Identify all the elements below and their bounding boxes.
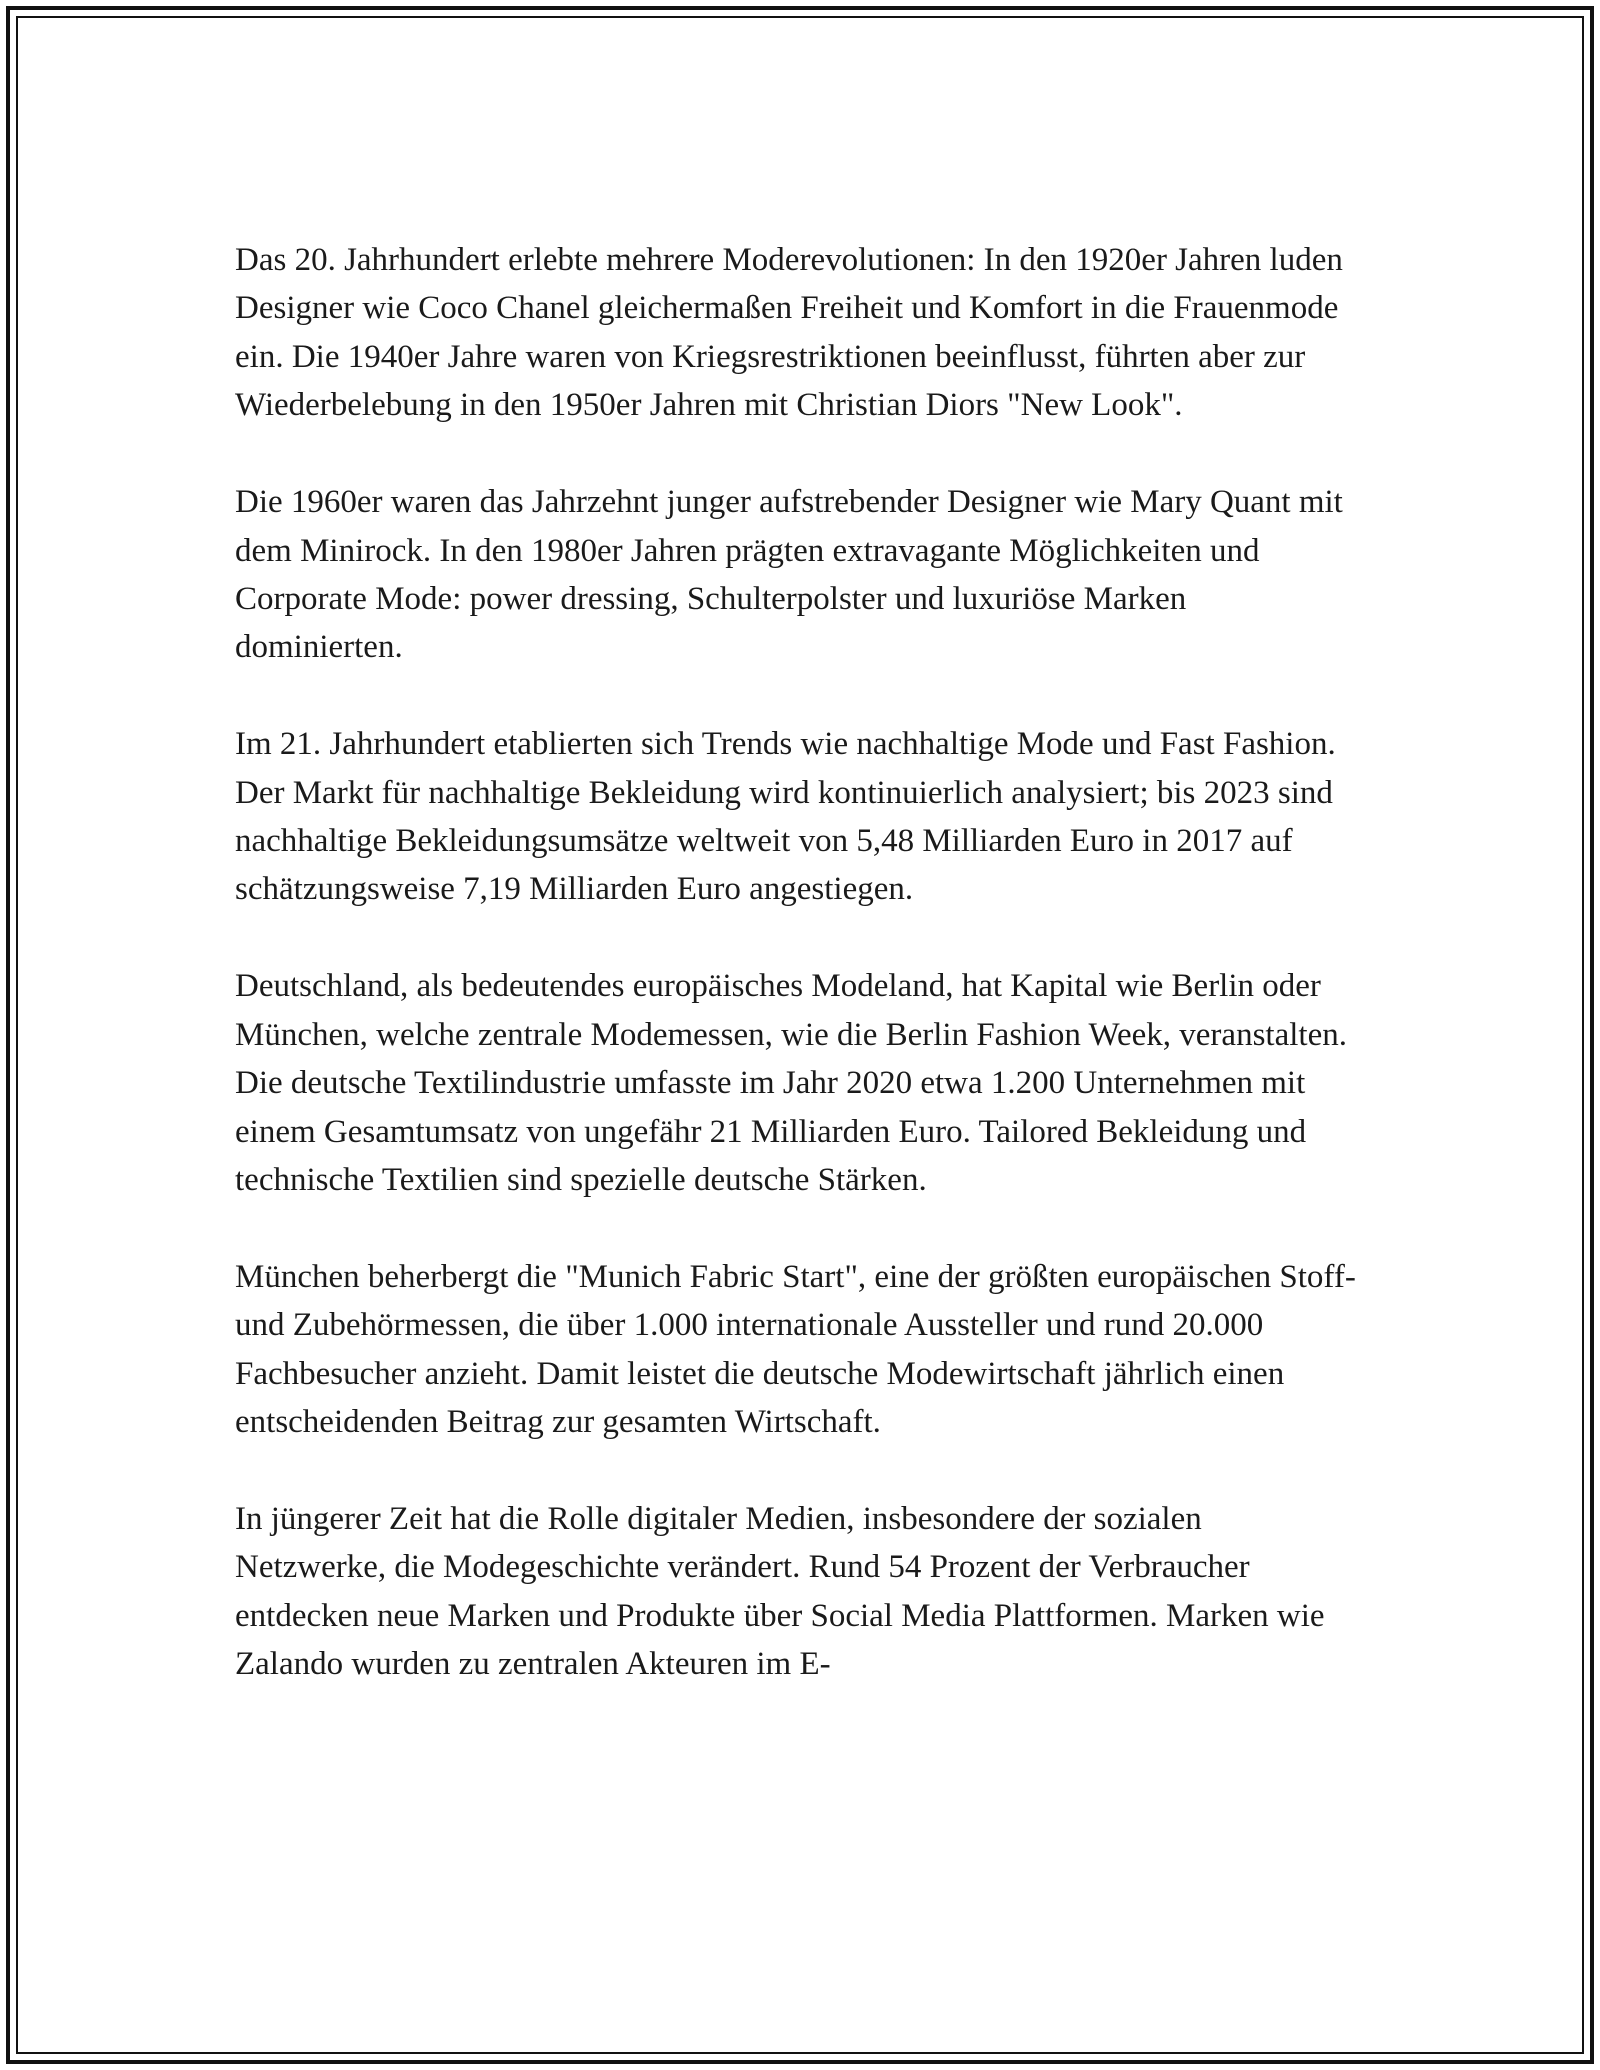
paragraph-fashion-20th-century: Das 20. Jahrhundert erlebte mehrere Moderevolutionen: In den 1920er Jahren luden Designer wie Coco Chanel gleichermaßen Freiheit und Komfort in die Frauenmode ein. Die 1940er Jahre waren von Kriegsrestriktionen beeinflusst, führten aber zur Wiederbelebung in den 1950er Jahren mit Christian Diors "New Look". xyxy=(235,242,1343,424)
paragraph-1960s-1980s: Die 1960er waren das Jahrzehnt junger aufstrebender Designer wie Mary Quant mit dem Minirock. In den 1980er Jahren prägten extravagante Möglichkeiten und Corporate Mode: power dressing, Schulterpolster und luxuriöse Marken dominierten. xyxy=(235,484,1343,666)
paragraph-germany-fashion: Deutschland, als bedeutendes europäisches Modeland, hat Kapital wie Berlin oder München, welche zentrale Modemessen, wie die Berlin Fashion Week, veranstalten. Die deutsche Textilindustrie umfasste im Jahr 2020 etwa 1.200 Unternehmen mit einem Gesamtumsatz von ungefähr 21 Milliarden Euro. Tailored Bekleidung und technische Textilien sind spezielle deutsche Stärken. xyxy=(235,968,1347,1198)
paragraph-munich-fabric-start: München beherbergt die "Munich Fabric Start", eine der größten europäischen Stoff- und Zubehörmessen, die über 1.000 internationale Aussteller und rund 20.000 Fachbesucher anzieht. Damit leistet die deutsche Modewirtschaft jährlich einen entscheidenden Beitrag zur gesamten Wirtschaft. xyxy=(235,1258,1356,1441)
paragraph-digital-media: In jüngerer Zeit hat die Rolle digitaler Medien, insbesondere der sozialen Netzwerke, die Modegeschichte verändert. Rund 54 Prozent der Verbraucher entdecken neue Marken und Produkte über Social Media Plattformen. Marken wie Zalando wurden zu zentralen Akteuren im E- xyxy=(235,1501,1325,1683)
paragraph-21st-century-trends: Im 21. Jahrhundert etablierten sich Trends wie nachhaltige Mode und Fast Fashion. Der Markt für nachhaltige Bekleidung wird kontinuierlich analysiert; bis 2023 sind nachhaltige Bekleidungsumsätze weltweit von 5,48 Milliarden Euro in 2017 auf schätzungsweise 7,19 Milliarden Euro angestiegen. xyxy=(235,726,1336,908)
document-body xyxy=(235,236,1360,1689)
